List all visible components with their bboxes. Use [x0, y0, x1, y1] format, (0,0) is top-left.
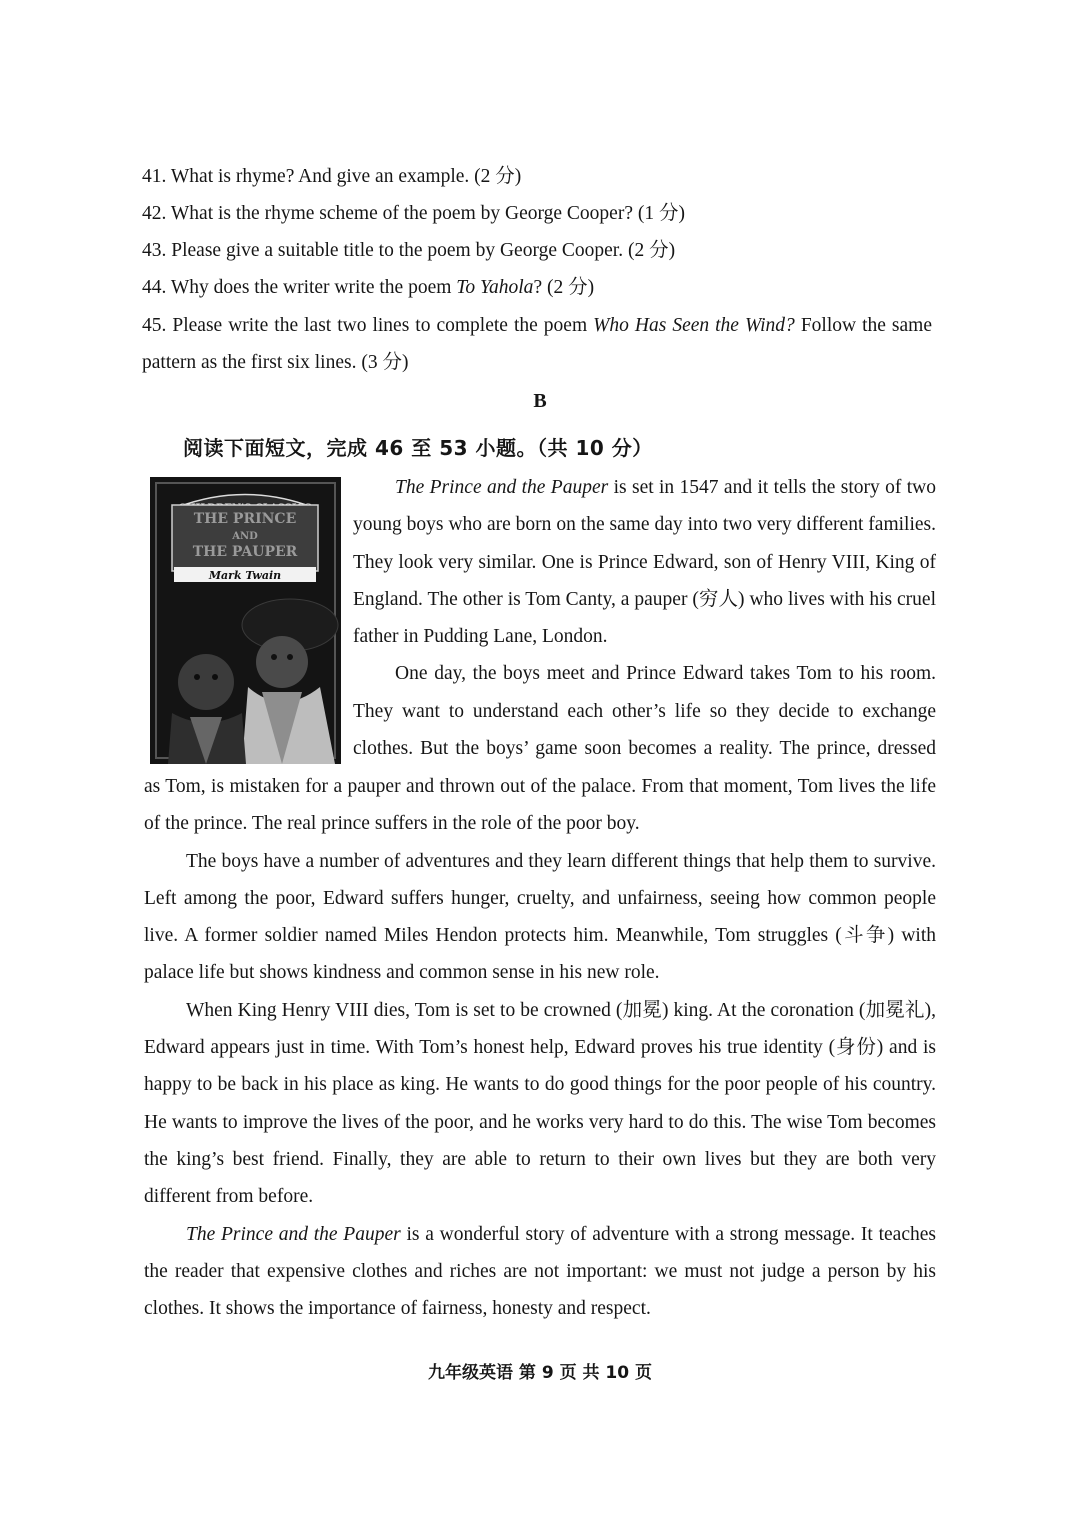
section-letter: B: [533, 390, 547, 412]
article-paragraph-5: [144, 1216, 936, 1328]
question-45-rest: Follow the same pattern as the first six lines. (3 分): [142, 315, 932, 373]
book-title: The Prince and the Pauper: [395, 477, 609, 498]
question-44-text: 44. Why does the writer write the poem: [142, 277, 457, 298]
question-41: 41. What is rhyme? And give an example. (2 分): [142, 166, 522, 187]
article-paragraph-2-end: as Tom, is mistaken for a pauper and thrown out of the palace. From that moment, Tom lives the life of the prince. The real prince suffers in the role of the poor boy.: [144, 776, 936, 835]
cover-title-2: AND: [232, 531, 258, 542]
question-44-points: ? (2 分): [533, 277, 595, 298]
poem-title-wind: Who Has Seen the Wind?: [593, 315, 795, 336]
cover-author: Mark Twain: [208, 569, 282, 582]
article-paragraph-4: When King Henry VIII dies, Tom is set to be crowned (加冕) king. At the coronation (加冕礼), Edward appears just in time. With Tom’s honest help, Edward proves his true identity (身份) and is happy to be back in his place as king. He wants to do good things for the poor people of his country. He wants to improve the lives of the poor, and he works very hard to do this. The wise Tom becomes the king’s best friend. Finally, they are able to return to their own lives but they are both very different from before.: [144, 999, 936, 1208]
article-paragraph-5-text: is a wonderful story of adventure with a strong message. It teaches the reader that expensive clothes and riches are not important: we must not judge a person by his clothes. It shows the importance of fairness, honesty and respect.: [144, 1223, 936, 1320]
cover-title-1: THE PRINCE: [193, 511, 297, 527]
article-side-column: [353, 469, 936, 767]
article-paragraph-2-start: One day, the boys meet and Prince Edward takes Tom to his room. They want to understand each other’s life so they decide to exchange clothes. But the boys’ game soon becomes a reality. The prince, dressed: [353, 663, 936, 760]
question-43: 43. Please give a suitable title to the poem by George Cooper. (2 分): [142, 240, 676, 261]
question-45-text: 45. Please write the last two lines to complete the poem: [142, 315, 594, 336]
question-45: [142, 307, 932, 381]
article-paragraph-1: [353, 469, 936, 655]
book-cover-image: [150, 477, 341, 764]
book-title-2: The Prince and the Pauper: [186, 1223, 401, 1245]
poem-title-to-yahola: To Yahola: [456, 277, 534, 298]
cover-title-3: THE PAUPER: [192, 544, 298, 560]
article-main-column: [144, 768, 936, 1327]
article-paragraph-3: The boys have a number of adventures and they learn different things that help them to survive. Left among the poor, Edward suffers hunger, cruelty, and unfairness, seeing how common people live. A former soldier named Miles Hendon protects him. Meanwhile, Tom struggles (斗争) with palace life but shows kindness and common sense in his new role.: [144, 850, 936, 984]
page-footer: 九年级英语 第 9 页 共 10 页: [428, 1363, 652, 1383]
question-44: [142, 269, 594, 306]
section-instruction: 阅读下面短文，完成 46 至 53 小题。（共 10 分）: [183, 436, 653, 460]
article-paragraph-1-text: is set in 1547 and it tells the story of two young boys who are born on the same day into two very different families. They look very similar. One is Prince Edward, son of Henry VIII, King of England. The other is Tom Canty, a pauper (穷人) who lives with his cruel father in Pudding Lane, London.: [353, 477, 936, 648]
question-42: 42. What is the rhyme scheme of the poem by George Cooper? (1 分): [142, 203, 685, 224]
